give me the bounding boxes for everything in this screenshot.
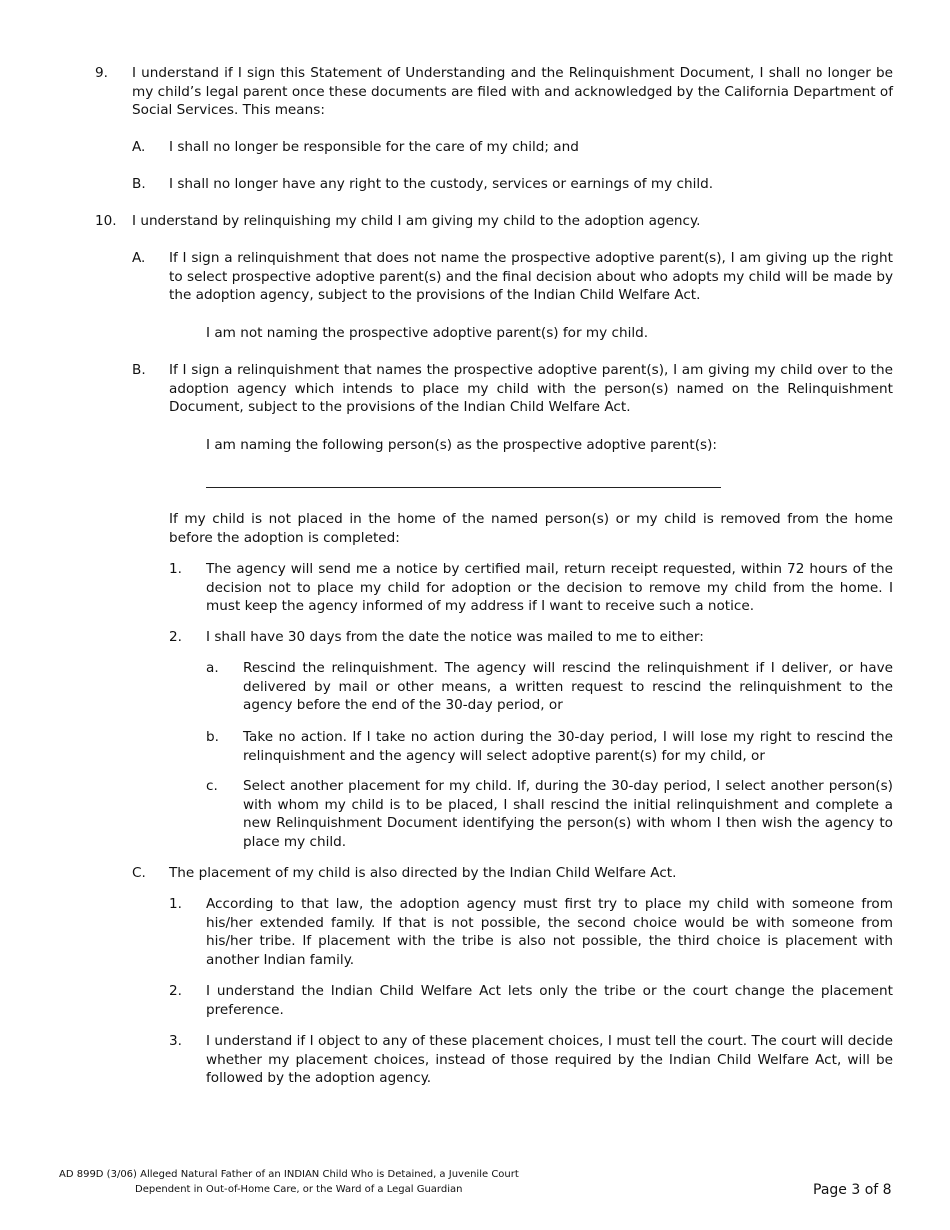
item-10a-text: If I sign a relinquishment that does not name the prospective adoptive parent(s), I am giving up the right to select prospective adoptive parent(s) and the final decision about who adopts my child will be made by the adoption agency, subject to the provisions of the Indian Child Welfare Act. <box>169 250 893 304</box>
item-10b2-number: 2. <box>169 629 182 645</box>
item-10a-number: A. <box>132 250 146 266</box>
item-9a-text: I shall no longer be responsible for the care of my child; and <box>169 139 579 155</box>
item-10b-number: B. <box>132 362 146 378</box>
item-10b2a-text: Rescind the relinquishment. The agency will rescind the relinquishment if I deliver, or have delivered by mail or other means, a written request to rescind the relinquishment to the agency before the end of the 30-day period, or <box>243 660 893 714</box>
item-10c-text: The placement of my child is also directed by the Indian Child Welfare Act. <box>169 865 677 881</box>
item-10c2-text: I understand the Indian Child Welfare Act lets only the tribe or the court change the placement preference. <box>206 983 893 1018</box>
item-10b-text: If I sign a relinquishment that names the prospective adoptive parent(s), I am giving my child over to the adoption agency which intends to place my child with the person(s) named on the Relinquishment Document, subject to the provisions of the Indian Child Welfare Act. <box>169 362 893 416</box>
item-10c-number: C. <box>132 865 146 881</box>
item-10b-condition: If my child is not placed in the home of the named person(s) or my child is removed from the home before the adoption is completed: <box>169 511 893 546</box>
item-10b2c-number: c. <box>206 778 218 794</box>
prospective-parent-name-line <box>206 487 721 488</box>
item-10b2a-number: a. <box>206 660 219 676</box>
item-10-text: I understand by relinquishing my child I am giving my child to the adoption agency. <box>132 213 701 229</box>
item-10b1-text: The agency will send me a notice by certified mail, return receipt requested, within 72 hours of the decision not to place my child for adoption or the decision to remove my child from the home. I must keep the agency informed of my address if I want to receive such a notice. <box>206 561 893 615</box>
item-10b2b-text: Take no action. If I take no action during the 30-day period, I will lose my right to rescind the relinquishment and the agency will select adoptive parent(s) for my child, or <box>243 729 893 764</box>
form-footer-line-2: Dependent in Out-of-Home Care, or the Ward of a Legal Guardian <box>135 1184 463 1195</box>
item-10c2-number: 2. <box>169 983 182 999</box>
item-10b2-text: I shall have 30 days from the date the notice was mailed to me to either: <box>206 629 704 645</box>
item-9b-number: B. <box>132 176 146 192</box>
form-footer-line-1: AD 899D (3/06) Alleged Natural Father of an INDIAN Child Who is Detained, a Juvenile Court <box>59 1169 519 1180</box>
item-10b-note: I am naming the following person(s) as the prospective adoptive parent(s): <box>206 437 717 453</box>
item-10b2c-text: Select another placement for my child. If, during the 30-day period, I select another person(s) with whom my child is to be placed, I shall rescind the initial relinquishment and complete a new Relinquishment Document identifying the person(s) with whom I then wish the agency to place my child. <box>243 778 893 850</box>
item-10b1-number: 1. <box>169 561 182 577</box>
item-9b-text: I shall no longer have any right to the custody, services or earnings of my child. <box>169 176 714 192</box>
form-footer <box>59 1167 519 1197</box>
item-9-text: I understand if I sign this Statement of Understanding and the Relinquishment Document, I shall no longer be my child’s legal parent once these documents are filed with and acknowledged by the California Department of Social Services. This means: <box>132 65 893 119</box>
item-10a-note: I am not naming the prospective adoptive parent(s) for my child. <box>206 325 649 341</box>
item-10c1-number: 1. <box>169 896 182 912</box>
item-10b2b-number: b. <box>206 729 219 745</box>
item-9a-number: A. <box>132 139 146 155</box>
item-10-number: 10. <box>95 213 117 229</box>
page-number: Page 3 of 8 <box>813 1182 892 1198</box>
item-10c3-number: 3. <box>169 1033 182 1049</box>
item-10c1-text: According to that law, the adoption agency must first try to place my child with someone from his/her extended family. If that is not possible, the second choice would be with someone from his/her tribe. If placement with the tribe is also not possible, the third choice is placement with another Indian family. <box>206 896 893 968</box>
item-10c3-text: I understand if I object to any of these placement choices, I must tell the court. The court will decide whether my placement choices, instead of those required by the Indian Child Welfare Act, will be followed by the adoption agency. <box>206 1033 893 1087</box>
item-9-number: 9. <box>95 65 108 81</box>
